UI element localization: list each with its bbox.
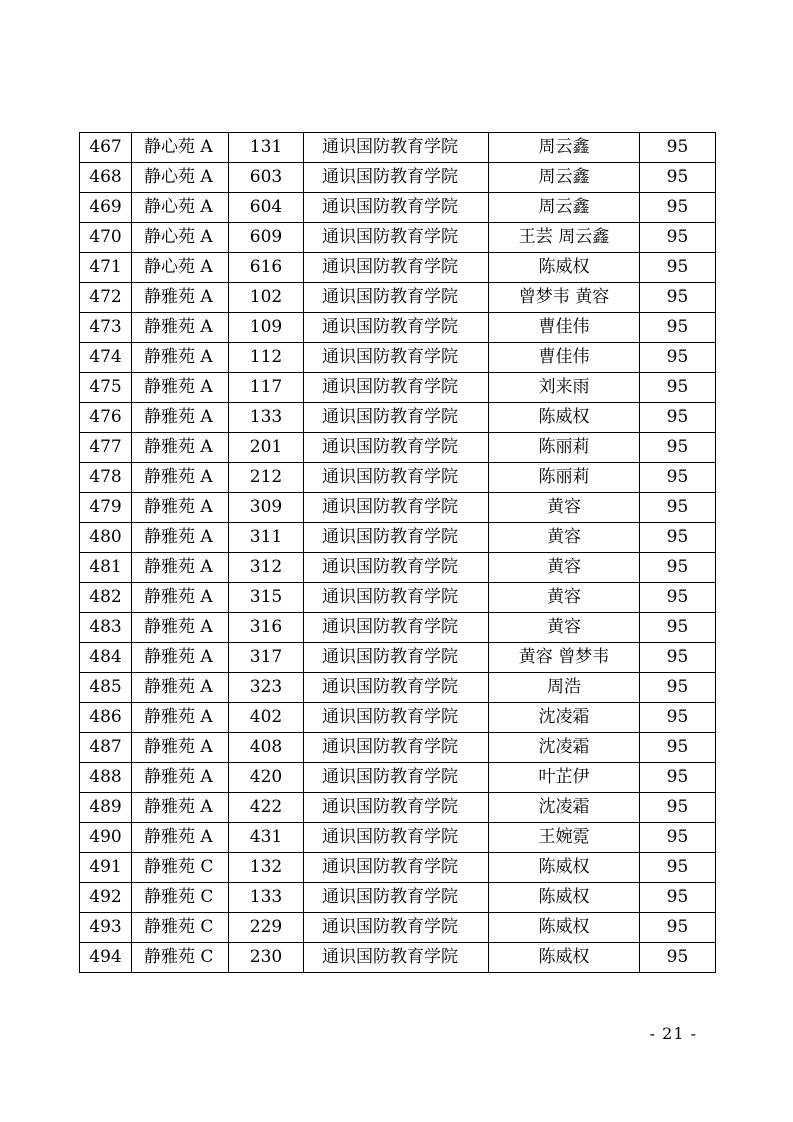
cell-building: 静雅苑 A	[132, 583, 229, 613]
cell-room: 431	[229, 823, 304, 853]
cell-score: 95	[640, 763, 716, 793]
cell-number: 468	[80, 163, 132, 193]
table-row	[80, 493, 716, 523]
cell-college: 通识国防教育学院	[304, 193, 489, 223]
cell-teacher: 陈威权	[489, 853, 640, 883]
cell-number: 479	[80, 493, 132, 523]
cell-room: 616	[229, 253, 304, 283]
cell-score: 95	[640, 643, 716, 673]
cell-building: 静雅苑 A	[132, 703, 229, 733]
cell-building: 静心苑 A	[132, 163, 229, 193]
table-row	[80, 883, 716, 913]
cell-score: 95	[640, 703, 716, 733]
cell-teacher: 黄容	[489, 613, 640, 643]
cell-number: 480	[80, 523, 132, 553]
cell-number: 477	[80, 433, 132, 463]
cell-score: 95	[640, 523, 716, 553]
cell-college: 通识国防教育学院	[304, 943, 489, 973]
cell-number: 490	[80, 823, 132, 853]
cell-number: 470	[80, 223, 132, 253]
cell-number: 494	[80, 943, 132, 973]
cell-room: 408	[229, 733, 304, 763]
cell-number: 469	[80, 193, 132, 223]
table-row	[80, 253, 716, 283]
cell-room: 109	[229, 313, 304, 343]
table-body	[80, 133, 716, 973]
cell-room: 230	[229, 943, 304, 973]
cell-room: 316	[229, 613, 304, 643]
table-row	[80, 313, 716, 343]
inspection-table-container	[79, 132, 715, 973]
cell-room: 131	[229, 133, 304, 163]
table-row	[80, 403, 716, 433]
cell-score: 95	[640, 193, 716, 223]
cell-room: 102	[229, 283, 304, 313]
cell-number: 492	[80, 883, 132, 913]
cell-college: 通识国防教育学院	[304, 703, 489, 733]
cell-teacher: 周云鑫	[489, 193, 640, 223]
page-number: - 21 -	[649, 1024, 697, 1043]
cell-score: 95	[640, 733, 716, 763]
cell-building: 静雅苑 A	[132, 793, 229, 823]
cell-building: 静雅苑 A	[132, 313, 229, 343]
cell-score: 95	[640, 463, 716, 493]
cell-room: 133	[229, 403, 304, 433]
cell-teacher: 陈威权	[489, 913, 640, 943]
cell-teacher: 陈威权	[489, 883, 640, 913]
cell-college: 通识国防教育学院	[304, 583, 489, 613]
cell-building: 静心苑 A	[132, 193, 229, 223]
cell-teacher: 曾梦韦 黄容	[489, 283, 640, 313]
table-row	[80, 223, 716, 253]
cell-score: 95	[640, 313, 716, 343]
table-row	[80, 283, 716, 313]
cell-building: 静心苑 A	[132, 133, 229, 163]
cell-score: 95	[640, 433, 716, 463]
cell-number: 486	[80, 703, 132, 733]
cell-number: 478	[80, 463, 132, 493]
cell-teacher: 陈威权	[489, 403, 640, 433]
cell-room: 323	[229, 673, 304, 703]
cell-number: 489	[80, 793, 132, 823]
cell-building: 静雅苑 A	[132, 733, 229, 763]
cell-building: 静雅苑 A	[132, 643, 229, 673]
cell-building: 静雅苑 A	[132, 553, 229, 583]
cell-score: 95	[640, 373, 716, 403]
cell-building: 静雅苑 A	[132, 493, 229, 523]
cell-college: 通识国防教育学院	[304, 673, 489, 703]
cell-college: 通识国防教育学院	[304, 163, 489, 193]
cell-teacher: 王芸 周云鑫	[489, 223, 640, 253]
cell-college: 通识国防教育学院	[304, 433, 489, 463]
cell-number: 485	[80, 673, 132, 703]
cell-building: 静心苑 A	[132, 223, 229, 253]
cell-room: 132	[229, 853, 304, 883]
cell-room: 229	[229, 913, 304, 943]
cell-college: 通识国防教育学院	[304, 403, 489, 433]
cell-college: 通识国防教育学院	[304, 643, 489, 673]
cell-number: 476	[80, 403, 132, 433]
cell-score: 95	[640, 283, 716, 313]
cell-teacher: 王婉霓	[489, 823, 640, 853]
cell-score: 95	[640, 853, 716, 883]
table-row	[80, 673, 716, 703]
cell-score: 95	[640, 553, 716, 583]
cell-room: 604	[229, 193, 304, 223]
cell-room: 133	[229, 883, 304, 913]
cell-college: 通识国防教育学院	[304, 493, 489, 523]
cell-teacher: 刘来雨	[489, 373, 640, 403]
table-row	[80, 583, 716, 613]
table-row	[80, 133, 716, 163]
cell-teacher: 沈凌霜	[489, 733, 640, 763]
table-row	[80, 853, 716, 883]
cell-score: 95	[640, 133, 716, 163]
cell-number: 472	[80, 283, 132, 313]
cell-number: 481	[80, 553, 132, 583]
cell-teacher: 黄容	[489, 553, 640, 583]
cell-college: 通识国防教育学院	[304, 313, 489, 343]
cell-college: 通识国防教育学院	[304, 733, 489, 763]
cell-score: 95	[640, 613, 716, 643]
cell-college: 通识国防教育学院	[304, 523, 489, 553]
cell-college: 通识国防教育学院	[304, 883, 489, 913]
cell-college: 通识国防教育学院	[304, 133, 489, 163]
cell-building: 静雅苑 A	[132, 343, 229, 373]
cell-college: 通识国防教育学院	[304, 373, 489, 403]
cell-college: 通识国防教育学院	[304, 823, 489, 853]
cell-room: 117	[229, 373, 304, 403]
cell-number: 491	[80, 853, 132, 883]
cell-score: 95	[640, 793, 716, 823]
table-row	[80, 613, 716, 643]
cell-room: 315	[229, 583, 304, 613]
cell-teacher: 周云鑫	[489, 163, 640, 193]
cell-college: 通识国防教育学院	[304, 283, 489, 313]
cell-room: 311	[229, 523, 304, 553]
table-row	[80, 553, 716, 583]
cell-college: 通识国防教育学院	[304, 613, 489, 643]
cell-score: 95	[640, 583, 716, 613]
cell-number: 467	[80, 133, 132, 163]
cell-number: 471	[80, 253, 132, 283]
inspection-table	[79, 132, 716, 973]
cell-room: 603	[229, 163, 304, 193]
cell-room: 609	[229, 223, 304, 253]
cell-room: 402	[229, 703, 304, 733]
table-row	[80, 373, 716, 403]
cell-teacher: 黄容	[489, 523, 640, 553]
cell-score: 95	[640, 163, 716, 193]
cell-building: 静雅苑 A	[132, 403, 229, 433]
cell-number: 482	[80, 583, 132, 613]
cell-number: 488	[80, 763, 132, 793]
cell-room: 420	[229, 763, 304, 793]
table-row	[80, 763, 716, 793]
cell-college: 通识国防教育学院	[304, 853, 489, 883]
cell-teacher: 陈丽莉	[489, 433, 640, 463]
cell-number: 474	[80, 343, 132, 373]
cell-number: 473	[80, 313, 132, 343]
table-row	[80, 193, 716, 223]
cell-building: 静雅苑 A	[132, 673, 229, 703]
cell-room: 112	[229, 343, 304, 373]
cell-college: 通识国防教育学院	[304, 913, 489, 943]
cell-building: 静雅苑 A	[132, 763, 229, 793]
cell-building: 静雅苑 C	[132, 943, 229, 973]
cell-building: 静雅苑 A	[132, 373, 229, 403]
cell-teacher: 周浩	[489, 673, 640, 703]
cell-number: 483	[80, 613, 132, 643]
cell-building: 静雅苑 A	[132, 523, 229, 553]
table-row	[80, 343, 716, 373]
cell-number: 475	[80, 373, 132, 403]
cell-teacher: 沈凌霜	[489, 703, 640, 733]
cell-college: 通识国防教育学院	[304, 763, 489, 793]
cell-score: 95	[640, 343, 716, 373]
cell-teacher: 叶芷伊	[489, 763, 640, 793]
cell-teacher: 周云鑫	[489, 133, 640, 163]
cell-teacher: 黄容	[489, 583, 640, 613]
cell-teacher: 陈丽莉	[489, 463, 640, 493]
cell-score: 95	[640, 403, 716, 433]
cell-teacher: 陈威权	[489, 943, 640, 973]
table-row	[80, 913, 716, 943]
table-row	[80, 523, 716, 553]
cell-building: 静雅苑 A	[132, 433, 229, 463]
cell-score: 95	[640, 823, 716, 853]
cell-number: 487	[80, 733, 132, 763]
cell-teacher: 曹佳伟	[489, 313, 640, 343]
cell-number: 484	[80, 643, 132, 673]
cell-room: 309	[229, 493, 304, 523]
cell-teacher: 曹佳伟	[489, 343, 640, 373]
cell-score: 95	[640, 913, 716, 943]
table-row	[80, 703, 716, 733]
cell-score: 95	[640, 943, 716, 973]
cell-college: 通识国防教育学院	[304, 343, 489, 373]
cell-building: 静雅苑 A	[132, 823, 229, 853]
cell-teacher: 陈威权	[489, 253, 640, 283]
cell-college: 通识国防教育学院	[304, 223, 489, 253]
cell-building: 静雅苑 C	[132, 913, 229, 943]
cell-score: 95	[640, 673, 716, 703]
table-row	[80, 733, 716, 763]
table-row	[80, 793, 716, 823]
cell-building: 静雅苑 C	[132, 853, 229, 883]
cell-college: 通识国防教育学院	[304, 463, 489, 493]
table-row	[80, 643, 716, 673]
cell-room: 212	[229, 463, 304, 493]
cell-score: 95	[640, 493, 716, 523]
cell-score: 95	[640, 253, 716, 283]
cell-score: 95	[640, 883, 716, 913]
cell-building: 静雅苑 A	[132, 463, 229, 493]
table-row	[80, 823, 716, 853]
cell-teacher: 沈凌霜	[489, 793, 640, 823]
cell-college: 通识国防教育学院	[304, 793, 489, 823]
cell-room: 422	[229, 793, 304, 823]
cell-teacher: 黄容	[489, 493, 640, 523]
cell-room: 317	[229, 643, 304, 673]
cell-building: 静雅苑 A	[132, 283, 229, 313]
cell-score: 95	[640, 223, 716, 253]
table-row	[80, 943, 716, 973]
cell-building: 静心苑 A	[132, 253, 229, 283]
table-row	[80, 163, 716, 193]
cell-number: 493	[80, 913, 132, 943]
cell-room: 312	[229, 553, 304, 583]
table-row	[80, 433, 716, 463]
cell-building: 静雅苑 A	[132, 613, 229, 643]
cell-college: 通识国防教育学院	[304, 553, 489, 583]
cell-college: 通识国防教育学院	[304, 253, 489, 283]
table-row	[80, 463, 716, 493]
cell-teacher: 黄容 曾梦韦	[489, 643, 640, 673]
cell-room: 201	[229, 433, 304, 463]
cell-building: 静雅苑 C	[132, 883, 229, 913]
